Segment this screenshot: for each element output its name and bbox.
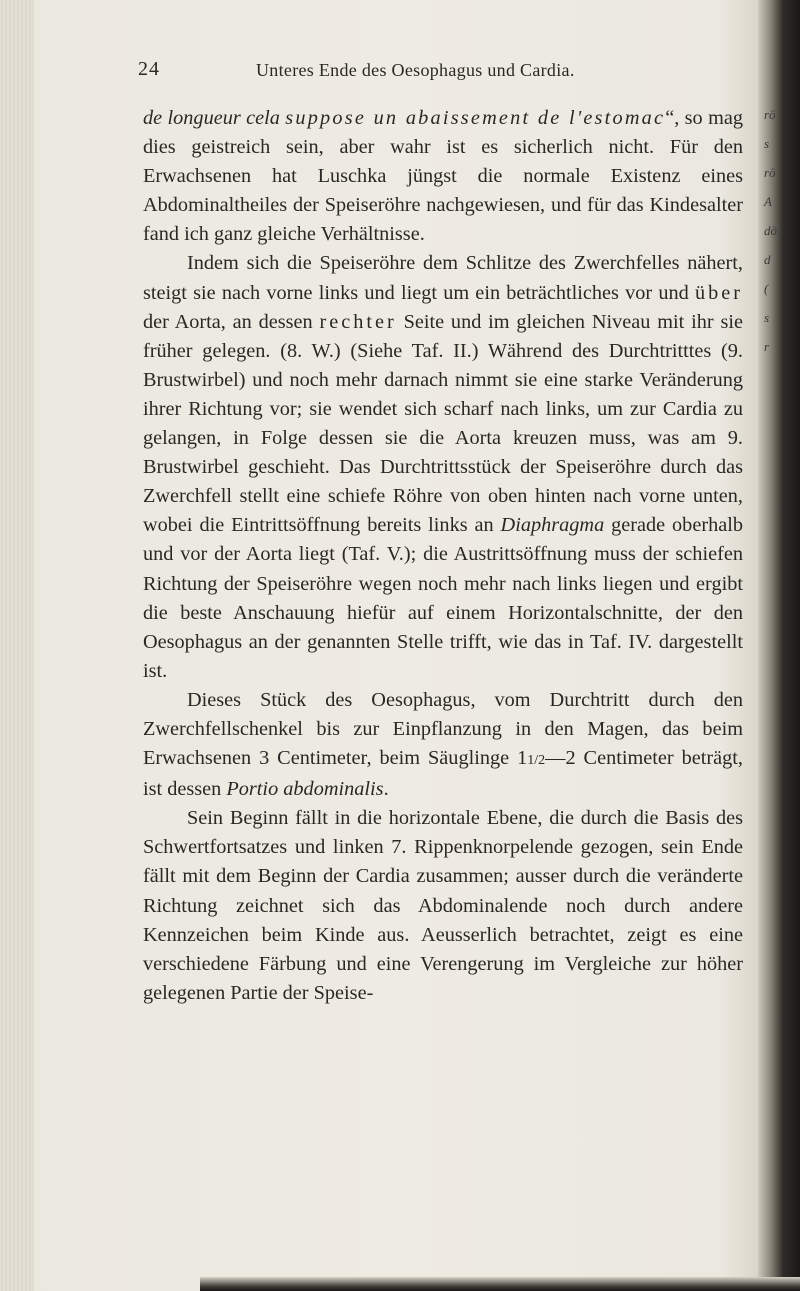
edge-fragment: (: [764, 281, 769, 296]
edge-fragment: r: [764, 339, 770, 354]
edge-fragment: s: [764, 136, 770, 151]
running-title: Unteres Ende des Oesophagus und Cardia.: [256, 60, 575, 80]
emphasis-rechter: rechter: [319, 310, 397, 333]
paragraph-3-part-c: .: [383, 778, 389, 801]
quote-close: “,: [665, 107, 680, 129]
paragraph-3-part-a: Dieses Stück des Oesophagus, vom Durchtritt durch den Zwerchfellschenkel bis zur Einpflanzung in den Magen, das beim Erwachsenen 3 Centimeter, beim Säuglinge 1: [143, 688, 743, 770]
fraction-half: 1/2: [527, 753, 546, 769]
emphasis-ueber: über: [694, 281, 743, 304]
adjacent-page-fragments: [764, 100, 794, 361]
page-header: [0, 58, 800, 88]
edge-fragment: dö: [764, 223, 777, 238]
paragraph-3-part-b: —2 Centimeter beträgt, ist dessen: [143, 747, 743, 801]
paragraph-4-text: Sein Beginn fällt in die horizontale Ebene, die durch die Basis des Schwertfortsatzes und linken 7. Rippenknorpelende gezogen, sein Ende fällt mit dem Beginn der Cardia zusammen; ausser durch die veränderte Richtung zeichnet sich das Abdominalende noch durch andere Kennzeichen beim Kinde aus. Aeusserlich betrachtet, zeigt es eine verschiedene Färbung und eine Verengerung im Vergleiche zur höher gelegenen Partie der Speise-: [143, 807, 743, 1004]
edge-fragment: rö: [764, 107, 776, 122]
edge-fragment: d: [764, 252, 771, 267]
bottom-shadow: [200, 1277, 800, 1291]
paragraph-2: [143, 249, 743, 685]
quote-spaced: suppose un abaissement de l'estomac: [285, 107, 666, 129]
binding-gutter: [0, 0, 34, 1291]
paragraph-2-part-a: Indem sich die Speiseröhre dem Schlitze des Zwerchfelles nähert, steigt sie nach vorne links und liegt um ein beträchtliches vor und: [143, 252, 743, 304]
edge-fragment: A: [764, 194, 772, 209]
edge-fragment: s: [764, 310, 770, 325]
edge-fragment: rö: [764, 165, 776, 180]
term-diaphragma: Diaphragma: [500, 514, 605, 537]
paragraph-3: [143, 686, 743, 804]
term-portio-abdominalis: Portio abdominalis: [226, 778, 384, 801]
paragraph-4: [143, 804, 743, 1008]
body-text: [143, 104, 743, 1008]
paragraph-2-part-b: der Aorta, an dessen: [143, 310, 320, 333]
paragraph-2-part-c: Seite und im gleichen Niveau mit ihr sie früher gelegen. (8. W.) (Siehe Taf. II.) Während des Durchtritttes (9. Brustwirbel) und noch mehr darnach nimmt sie eine starke Veränderung ihrer Richtung vor; sie wendet sich scharf nach links, um zur Cardia zu gelangen, in Folge dessen sie die Aorta kreuzen muss, was am 9. Brustwirbel geschieht. Das Durchtrittsstück der Speiseröhre durch das Zwerchfell stellt eine schiefe Röhre von oben hinten nach vorne unten, wobei die Eintrittsöffnung bereits links an: [143, 310, 743, 537]
page-number: 24: [138, 58, 160, 80]
paragraph-1-text: so mag dies geistreich sein, aber wahr ist es sicherlich nicht. Für den Erwachsenen hat Luschka jüngst die normale Existenz eines Abdominaltheiles der Speiseröhre nachgewiesen, und für das Kindesalter fand ich ganz gleiche Verhältnisse.: [143, 107, 743, 246]
paragraph-1: [143, 104, 743, 249]
paragraph-2-part-d: gerade oberhalb und vor der Aorta liegt (Taf. V.); die Austrittsöffnung muss der schiefen Richtung der Speiseröhre wegen noch mehr nach links liegen und ergibt die beste Anschauung hiefür auf einem Horizontalschnitte, der den Oesophagus an der genannten Stelle trifft, wie das in Taf. IV. dargestellt ist.: [143, 514, 743, 682]
quote-italic: de longueur cela: [143, 107, 286, 129]
